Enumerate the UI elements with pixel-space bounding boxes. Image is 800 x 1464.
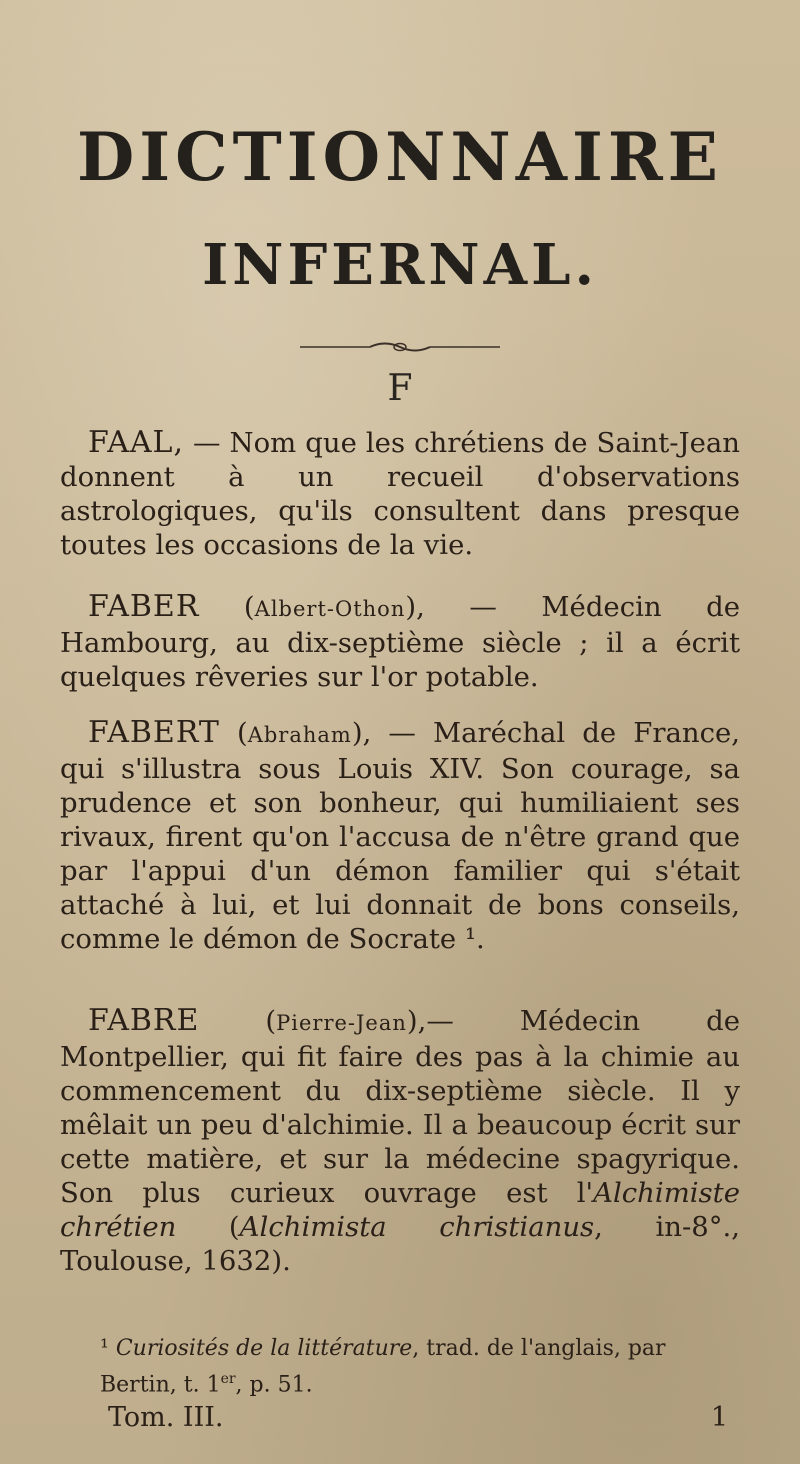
title-dictionnaire: DICTIONNAIRE xyxy=(76,118,723,196)
entry-fabre-body-b: ( xyxy=(176,1211,240,1243)
signature-line xyxy=(108,1402,728,1433)
qualifier-fabert: Abraham xyxy=(247,723,352,747)
entry-fabre-body-a: ,— Médecin de Montpellier, qui fit faire des pas à la chimie au commencement du dix-septième siècle. Il y mêlait un peu d'alchimie. Il a beaucoup écrit sur cette matière, et sur la médecine spagyrique. Son plus curieux ouvrage est l' xyxy=(60,1005,740,1209)
entry-fabert: FABERT (Abraham), — Maréchal de France, qui s'illustra sous Louis XIV. Son courage, sa prudence et son bonheur, qui humiliaient ses rivaux, firent qu'on l'accusa de n'être grand que par l'appui d'un démon familier qui s'était attaché à lui, et lui donnait de bons conseils, comme le démon de Socrate ¹. xyxy=(60,715,740,955)
footnote-text: , trad. de l'anglais, par Bertin, t. 1 xyxy=(100,1336,666,1398)
qualifier-fabre: Pierre-Jean xyxy=(276,1011,407,1035)
entry-fabert-body: , — Maréchal de France, qui s'illustra sous Louis XIV. Son courage, sa prudence et son bonheur, qui humiliaient ses rivaux, firent qu'on l'accusa de n'être grand que par l'appui d'un démon familier qui s'était attaché à lui, et lui donnait de bons conseils, comme le démon de Socrate xyxy=(60,717,740,955)
qualifier-faber: Albert-Othon xyxy=(254,597,406,621)
section-letter: F xyxy=(387,368,413,409)
entry-faber-body: , — Médecin de Hambourg, au dix-septième siècle ; il a écrit quelques rêveries sur l'or potable. xyxy=(60,591,740,693)
volume-signature: Tom. III. xyxy=(108,1402,224,1433)
headword-fabre: FABRE xyxy=(88,1003,200,1038)
headword-faber: FABER xyxy=(88,589,200,624)
work-title-fr: Alchimiste chrétien xyxy=(60,1177,740,1243)
entry-faal xyxy=(60,426,740,562)
footnote-title: Curiosités de la littérature xyxy=(115,1336,413,1361)
title-infernal: INFERNAL. xyxy=(202,232,598,298)
work-title-la: Alchimista christianus xyxy=(239,1211,595,1243)
signature-mark: 1 xyxy=(710,1402,728,1433)
entry-faal-body: — Nom que les chrétiens de Saint-Jean donnent à un recueil d'observations astrologiques, qu'ils consultent dans presque toutes les occasions de la vie. xyxy=(60,427,740,561)
entry-fabre: FABRE (Pierre-Jean),— Médecin de Montpellier, qui fit faire des pas à la chimie au commencement du dix-septième siècle. Il y mêlait un peu d'alchimie. Il a beaucoup écrit sur cette matière, et sur la médecine spagyrique. Son plus curieux ouvrage est l'Alchimiste chrétien (Alchimista christianus, in-8°., Toulouse, 1632). xyxy=(60,1003,740,1277)
footnote-sup: er xyxy=(220,1371,236,1387)
footnote xyxy=(100,1334,740,1400)
entry-faber: FABER (Albert-Othon), — Médecin de Hambourg, au dix-septième siècle ; il a écrit quelques rêveries sur l'or potable. xyxy=(60,589,740,693)
footnote-marker: ¹ xyxy=(100,1336,109,1361)
entry-fabre-body-c: , in-8°., Toulouse, 1632). xyxy=(60,1211,740,1277)
note-ref: ¹. xyxy=(464,923,485,955)
headword-faal: FAAL, xyxy=(88,425,184,460)
headword-fabert: FABERT xyxy=(88,715,220,750)
footnote-text-end: , p. 51. xyxy=(235,1372,313,1398)
ornament-rule-icon xyxy=(300,340,500,354)
